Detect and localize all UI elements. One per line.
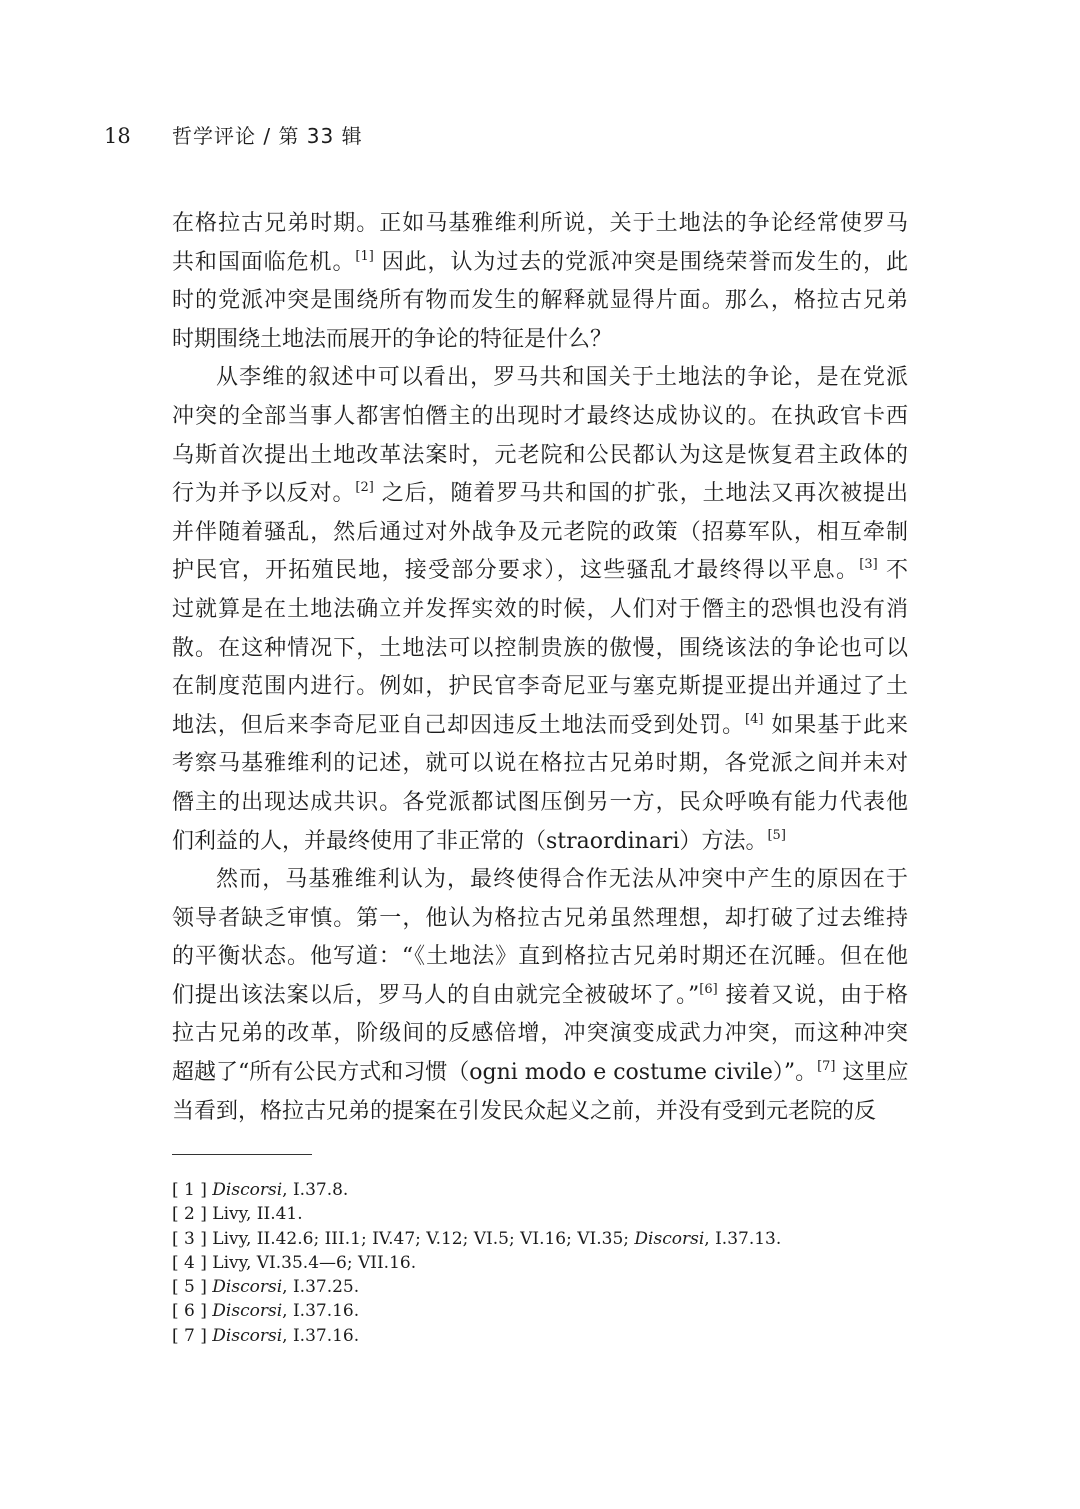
footnote-text: , I.37.8. [282,1180,349,1200]
text-line [172,745,908,784]
text-run: 时期围绕土地法而展开的争论的特征是什么？ [172,326,613,352]
text-run: 从李维的叙述中可以看出，罗马共和国关于土地法的争论，是在党派 [216,365,908,391]
footnote-text: [ 5 ] [172,1277,213,1298]
journal-title: 哲学评论 / 第 33 辑 [172,124,363,148]
text-line [172,861,908,900]
text-line [172,205,908,244]
text-run: 散。在这种情况下，土地法可以控制贵族的傲慢，围绕该法的争论也可以 [172,635,908,661]
footnote-text: [ 2 ] Livy, II.41. [172,1204,303,1225]
text-run: 护民官，开拓殖民地，接受部分要求），这些骚乱才最终得以平息。 [172,558,860,584]
footnote-text: , I.37.16. [282,1325,360,1346]
footnote [172,1299,781,1323]
text-run: 接着又说，由于格 [717,982,909,1008]
text-run: 如果基于此来 [763,712,908,738]
text-run: 不 [877,558,908,584]
footnote-text: [ 6 ] [172,1301,213,1322]
text-run: 拉古兄弟的改革，阶级间的反感倍增，冲突演变成武力冲突，而这种冲突 [172,1021,908,1047]
footnote-text: , I.37.13. [704,1228,782,1249]
paragraph [172,205,908,359]
footnote-text: [ 4 ] Livy, VI.35.4—6; VII.16. [172,1252,417,1273]
footnote-ref[interactable]: [3] [859,557,878,573]
text-run: 冲突的全部当事人都害怕僭主的出现时才最终达成协议的。在执政官卡西 [172,403,908,429]
footnote-divider [172,1154,312,1155]
text-line [172,707,908,746]
text-run: 超越了“所有公民方式和习惯（ogni modo e costume civile）”。 [172,1060,818,1086]
text-line [172,321,908,360]
footnote [172,1324,781,1348]
text-run: 们利益的人，并最终使用了非正常的（straordinari）方法。 [172,828,768,854]
footnote-text: , I.37.25. [282,1277,360,1298]
footnote-work-title: Discorsi [212,1277,283,1298]
footnote-ref[interactable]: [5] [767,827,786,843]
text-run: 因此，认为过去的党派冲突是围绕荣誉而发生的，此 [373,249,908,275]
text-run: 地法，但后来李奇尼亚自己却因违反土地法而受到处罚。 [172,712,746,738]
text-run: 过就算是在土地法确立并发挥实效的时候，人们对于僭主的恐惧也没有消 [172,596,908,622]
footnote-work-title: Discorsi [212,1301,283,1322]
footnote [172,1275,781,1299]
text-run: 在格拉古兄弟时期。正如马基雅维利所说，关于土地法的争论经常使罗马 [172,211,908,236]
footnote-text: [ 7 ] [172,1325,213,1346]
footnote-text: [ 1 ] [172,1180,213,1200]
text-line [172,437,908,476]
footnote [172,1227,781,1251]
text-line [172,514,908,553]
text-run: 之后，随着罗马共和国的扩张，土地法又再次被提出 [373,481,908,507]
text-run: 并伴随着骚乱，然后通过对外战争及元老院的政策（招募军队，相互牵制 [172,519,908,545]
footnote [172,1202,781,1226]
text-line [172,630,908,669]
text-line [172,668,908,707]
text-run: 在制度范围内进行。例如，护民官李奇尼亚与塞克斯提亚提出并通过了土 [172,674,908,700]
page-number: 18 [104,124,131,148]
text-run: 行为并予以反对。 [172,481,356,507]
text-run: 僭主的出现达成共识。各党派都试图压倒另一方，民众呼唤有能力代表他 [172,789,908,815]
footnote-ref[interactable]: [1] [355,248,374,264]
paragraph [172,359,908,861]
text-line [172,591,908,630]
text-line [172,359,908,398]
running-header [104,120,363,149]
text-line [172,823,908,862]
text-line [172,977,908,1016]
text-line [172,1054,908,1093]
footnote [172,1251,781,1275]
footnote [172,1178,781,1202]
text-line [172,398,908,437]
footnote-ref[interactable]: [4] [745,711,764,727]
text-run: 时的党派冲突是围绕所有物而发生的解释就显得片面。那么，格拉古兄弟 [172,288,908,314]
footnote-ref[interactable]: [2] [355,480,374,496]
text-line [172,475,908,514]
text-run: 乌斯首次提出土地改革法案时，元老院和公民都认为这是恢复君主政体的 [172,442,908,468]
text-run: 领导者缺乏审慎。第一，他认为格拉古兄弟虽然理想，却打破了过去维持 [172,905,908,931]
text-line [172,900,908,939]
text-line [172,552,908,591]
text-line [172,784,908,823]
text-run: 考察马基雅维利的记述，就可以说在格拉古兄弟时期，各党派之间并未对 [172,751,908,777]
text-line [172,938,908,977]
footnote-ref[interactable]: [7] [817,1059,836,1075]
text-line [172,1093,908,1132]
body-text [172,205,908,1131]
footnotes [172,1178,781,1348]
text-run: 这里应 [835,1060,909,1086]
text-line [172,1015,908,1054]
paragraph [172,861,908,1131]
text-run: 当看到，格拉古兄弟的提案在引发民众起义之前，并没有受到元老院的反 [172,1098,877,1124]
text-run: 的平衡状态。他写道：“《土地法》直到格拉古兄弟时期还在沉睡。但在他 [172,944,908,970]
text-line [172,282,908,321]
text-line [172,244,908,283]
text-run: 们提出该法案以后，罗马人的自由就完全被破坏了。” [172,982,700,1008]
footnote-work-title: Discorsi [212,1325,283,1346]
text-run: 然而，马基雅维利认为，最终使得合作无法从冲突中产生的原因在于 [216,867,908,893]
footnote-ref[interactable]: [6] [699,981,718,997]
footnote-text: [ 3 ] Livy, II.42.6; III.1; IV.47; V.12; VI.5; VI.16; VI.35; [172,1228,635,1249]
footnote-text: , I.37.16. [282,1301,360,1322]
footnote-work-title: Discorsi [634,1228,705,1249]
footnote-work-title: Discorsi [212,1180,283,1200]
text-run: 共和国面临危机。 [172,249,356,275]
